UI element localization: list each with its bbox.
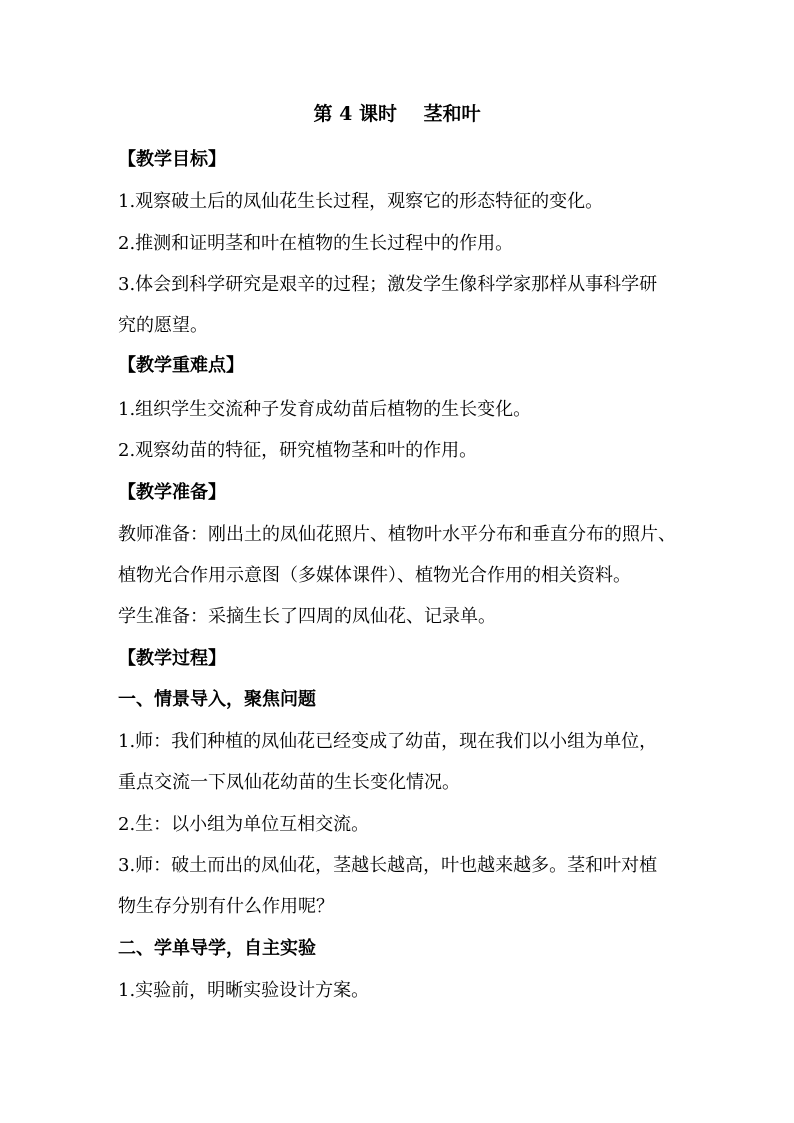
goal-item-3-continued: 究的愿望。 (118, 315, 208, 336)
goal-item-2: 2.推测和证明茎和叶在植物的生长过程中的作用。 (118, 233, 514, 254)
goals-heading: 【教学目标】 (118, 149, 226, 170)
preparation-teacher: 教师准备：刚出土的凤仙花照片、植物叶水平分布和垂直分布的照片、 (118, 524, 676, 545)
goal-item-3: 3.体会到科学研究是艰辛的过程；激发学生像科学家那样从事科学研 (118, 274, 658, 295)
preparation-teacher-continued: 植物光合作用示意图（多媒体课件）、植物光合作用的相关资料。 (118, 565, 631, 586)
key-point-item-1: 1.组织学生交流种子发育成幼苗后植物的生长变化。 (118, 399, 532, 420)
section1-heading: 一、情景导入，聚焦问题 (118, 689, 316, 710)
section1-item-1: 1.师：我们种植的凤仙花已经变成了幼苗，现在我们以小组为单位， (118, 731, 658, 752)
key-point-item-2: 2.观察幼苗的特征，研究植物茎和叶的作用。 (118, 440, 478, 461)
section2-heading: 二、学单导学，自主实验 (118, 938, 316, 959)
key-points-heading: 【教学重难点】 (118, 355, 244, 376)
process-heading: 【教学过程】 (118, 648, 226, 669)
section1-item-2: 2.生：以小组为单位互相交流。 (118, 814, 370, 835)
section1-item-3: 3.师：破土而出的凤仙花，茎越长越高，叶也越来越多。茎和叶对植 (118, 855, 658, 876)
goal-item-1: 1.观察破土后的凤仙花生长过程，观察它的形态特征的变化。 (118, 191, 604, 212)
section1-item-3-continued: 物生存分别有什么作用呢？ (118, 896, 334, 917)
preparation-student: 学生准备：采摘生长了四周的凤仙花、记录单。 (118, 606, 496, 627)
section1-item-1-continued: 重点交流一下凤仙花幼苗的生长变化情况。 (118, 772, 460, 793)
preparation-heading: 【教学准备】 (118, 482, 226, 503)
page-title: 第 4 课时 茎和叶 (313, 103, 481, 125)
section2-item-1: 1.实验前，明晰实验设计方案。 (118, 980, 370, 1001)
